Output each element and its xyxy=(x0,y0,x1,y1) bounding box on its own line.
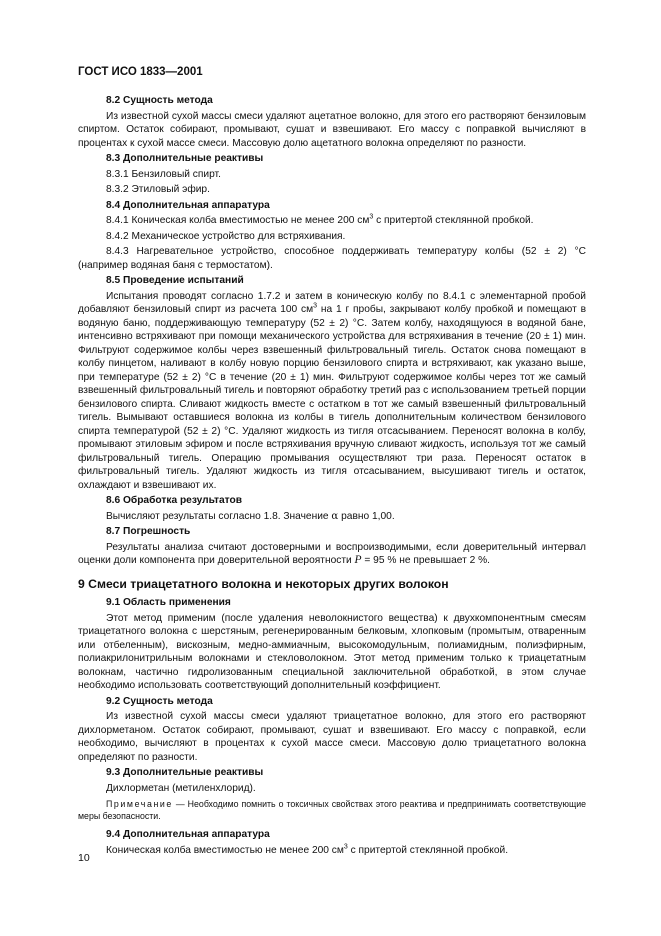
section-8-7-text: Результаты анализа считают достоверными и воспроизводимыми, если доверительный интервал оценки доли компонента при доверительной вероятности P = 95 % не превышает 2 %. xyxy=(78,541,586,566)
page-number: 10 xyxy=(78,852,90,864)
section-8-2-heading: 8.2 Сущность метода xyxy=(106,95,213,106)
section-8-7-heading: 8.7 Погрешность xyxy=(106,526,191,537)
document-header: ГОСТ ИСО 1833—2001 xyxy=(78,66,203,78)
document-body xyxy=(78,94,586,859)
section-8-4-1: 8.4.1 Коническая колба вместимостью не менее 200 $см^3$ с притертой стеклянной пробкой. xyxy=(106,213,534,226)
section-9-2-text: Из известной сухой массы смеси удаляют триацетатное волокно, для этого его растворяют дихлорметаном. Остаток собирают, промывают, сушат и взвешивают. Его массу с поправкой, если необходимо, вычисляют в процентах к сухой массе смеси. Массовую долю триацетатного волокна определяют по разности. xyxy=(78,711,586,763)
alpha-symbol: α xyxy=(331,510,339,522)
section-8-5-text: Испытания проводят согласно 1.7.2 и затем в коническую колбу по 8.4.1 с элементарной пробой добавляют бензиловый спирт из расчета 100 $см^3$ на 1 г пробы, закрывают колбу пробкой и помещают в водяную баню, поддерживающую температуру (52 ± 2) °С. Затем колбу, находящуюся в водяной бане, интенсивно встряхивают при помощи механического устройства для встряхивания в течение (20 ± 1) мин. Фильтруют содержимое колбы через взвешенный фильтровальный тигель. Остаток снова помещают в колбу пинцетом, наливают в колбу новую порцию бензилового спирта и встряхивают, как указано выше, при температуре (52 ± 2) °С в течение (20 ± 1) мин. Фильтруют содержимое колбы через тот же самый взвешенный фильтровальный тигель и повторяют обработку третий раз с использованием третьей порции бензилового спирта. Сливают жидкость вместе с остатком в тот же самый взвешенный фильтровальный тигель. Вымывают оставшиеся волокна из колбы в тигель дополнительным количеством бензилового спирта температурой (52 ± 2) °С. Удаляют жидкость из тигля отсасыванием. Переносят волокна в колбу, промывают этиловым эфиром и после встряхивания вручную сливают жидкость, используя тот же самый фильтровальный тигель. Операцию промывания осуществляют три раза. Переносят остаток в фильтровальный тигель. Удаляют жидкость из тигля отсасыванием, высушивают тигель и остаток, охлаждают и взвешивают их. xyxy=(78,290,587,491)
section-8-3-heading: 8.3 Дополнительные реактивы xyxy=(106,153,264,164)
p-symbol: P xyxy=(354,554,362,566)
section-8-5-heading: 8.5 Проведение испытаний xyxy=(106,275,244,286)
section-9-1-text: Этот метод применим (после удаления неволокнистого вещества) к двухкомпонентным смесям триацетатного волокна с шерстяным, регенерированным белковым, хлопковым (промытым, отваренным или отбеленным), вискозным, медно-аммиачным, высокомодульным, полиамидным, полиэфирным, полиакрилонитрильным волокнами и стекловолокном. Этот метод применим только к триацетатным волокнам, частично гидролизованным специальной заключительной обработкой, в этом случае необходимо использовать соответствующий дополнительный коэффициент. xyxy=(78,612,586,691)
section-9-2-heading: 9.2 Сущность метода xyxy=(106,695,213,707)
section-8-3-1: 8.3.1 Бензиловый спирт. xyxy=(106,168,221,180)
section-8-2-text: Из известной сухой массы смеси удаляют ацетатное волокно, для этого его растворяют бензиловым спиртом. Остаток собирают, промывают, сушат и взвешивают. Его массу с поправкой вычисляют в процентах к сухой массе смеси. Массовую долю ацетатного волокна определяют по разности. xyxy=(78,110,586,149)
section-8-6-text: Вычисляют результаты согласно 1.8. Значение α равно 1,00. xyxy=(106,510,395,522)
section-8-4-heading: 8.4 Дополнительная аппаратура xyxy=(106,199,270,211)
section-8-6-heading: 8.6 Обработка результатов xyxy=(106,495,243,506)
section-9-1-heading: 9.1 Область применения xyxy=(106,597,231,608)
section-9-3-text: Дихлорметан (метиленхлорид). xyxy=(106,782,256,794)
section-9-3-heading: 9.3 Дополнительные реактивы xyxy=(106,767,264,778)
note-label: Примечание xyxy=(106,799,173,809)
section-9-4-heading: 9.4 Дополнительная аппаратура xyxy=(106,829,270,840)
section-8-4-2: 8.4.2 Механическое устройство для встряхивания. xyxy=(106,230,346,242)
section-9-3-note: Примечание — Необходимо помнить о токсичных свойствах этого реактива и предпринимать соответствующие меры безопасности. xyxy=(78,799,586,821)
section-8-3-2: 8.3.2 Этиловый эфир. xyxy=(106,184,210,195)
section-8-4-3: 8.4.3 Нагревательное устройство, способное поддерживать температуру колбы (52 ± 2) °С (например водяная баня с термостатом). xyxy=(78,246,586,271)
section-9-heading: 9 Смеси триацетатного волокна и некоторых других волокон xyxy=(78,576,449,591)
section-9-4-text: Коническая колба вместимостью не менее 200 $см^3$ с притертой стеклянной пробкой. xyxy=(106,843,509,856)
